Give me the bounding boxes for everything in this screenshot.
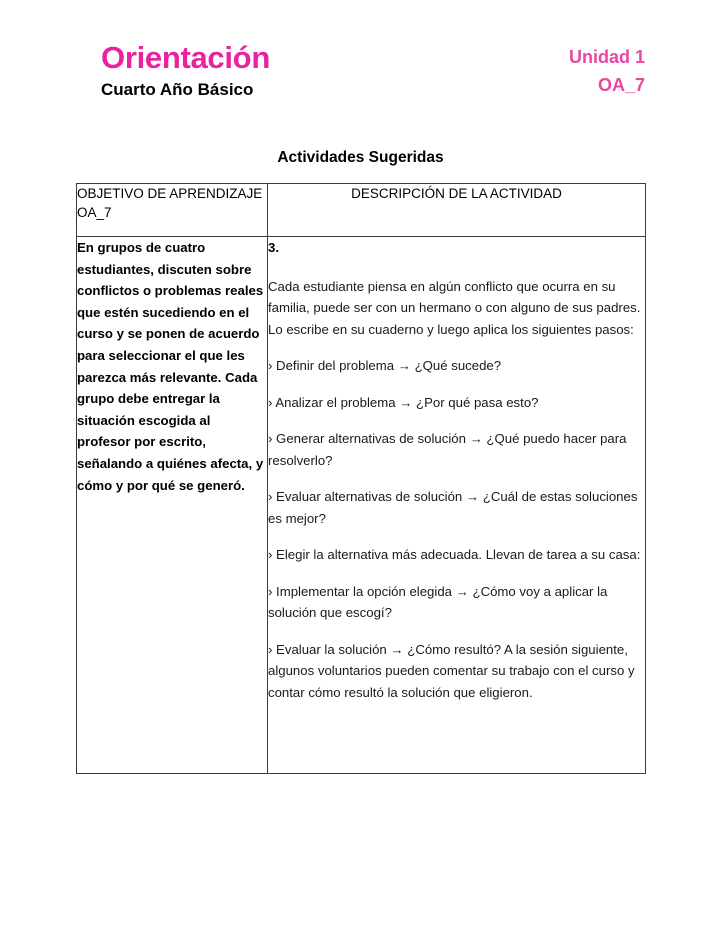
page-title: Orientación — [101, 40, 270, 75]
oa-label: OA_7 — [597, 75, 645, 95]
activity-step: › Implementar la opción elegida → ¿Cómo voy a aplicar la solución que escogí? — [268, 583, 608, 620]
header-left-block — [101, 40, 270, 101]
unit-label: Unidad 1 — [568, 47, 645, 67]
section-title: Actividades Sugeridas — [277, 149, 444, 166]
activity-step: › Evaluar la solución → ¿Cómo resultó? A la sesión siguiente, algunos voluntarios pueden comentar su trabajo con el curso y contar cómo resultó la solución que eligieron. — [268, 641, 635, 700]
table-header-row — [77, 184, 646, 237]
document-header — [76, 40, 645, 116]
activity-step: › Elegir la alternativa más adecuada. Llevan de tarea a su casa: — [268, 547, 641, 562]
objective-text: En grupos de cuatro estudiantes, discuten sobre conflictos o problemas reales que estén sucediendo en el curso y se ponen de acuerdo para seleccionar el que les parezca más relevante. Cada grupo debe entregar la situación escogida al profesor por escrito, señalando a quiénes afecta, y cómo y por qué se generó. — [77, 240, 264, 493]
header-right-block — [569, 44, 645, 98]
activity-step: › Definir del problema → ¿Qué sucede? — [268, 358, 502, 373]
activity-step: › Analizar el problema → ¿Por qué pasa esto? — [268, 394, 539, 410]
column-header-objective: OBJETIVO DE APRENDIZAJE OA_7 — [77, 184, 268, 237]
activity-number: 3. — [268, 240, 279, 255]
page-subtitle: Cuarto Año Básico — [101, 80, 254, 99]
column-header-description: DESCRIPCIÓN DE LA ACTIVIDAD — [268, 184, 646, 237]
activities-table — [76, 183, 646, 774]
activity-intro: Cada estudiante piensa en algún conflicto que ocurra en su familia, puede ser con un hermano o con alguno de sus padres. Lo escribe en su cuaderno y luego aplica los siguientes pasos: — [268, 278, 641, 337]
activity-step: › Generar alternativas de solución → ¿Qué puedo hacer para resolverlo? — [268, 431, 627, 468]
table-row — [77, 237, 646, 774]
cell-description — [268, 237, 646, 774]
cell-objective — [77, 237, 268, 774]
activity-step: › Evaluar alternativas de solución → ¿Cuál de estas soluciones es mejor? — [268, 489, 638, 526]
activity-steps-list — [268, 355, 645, 703]
